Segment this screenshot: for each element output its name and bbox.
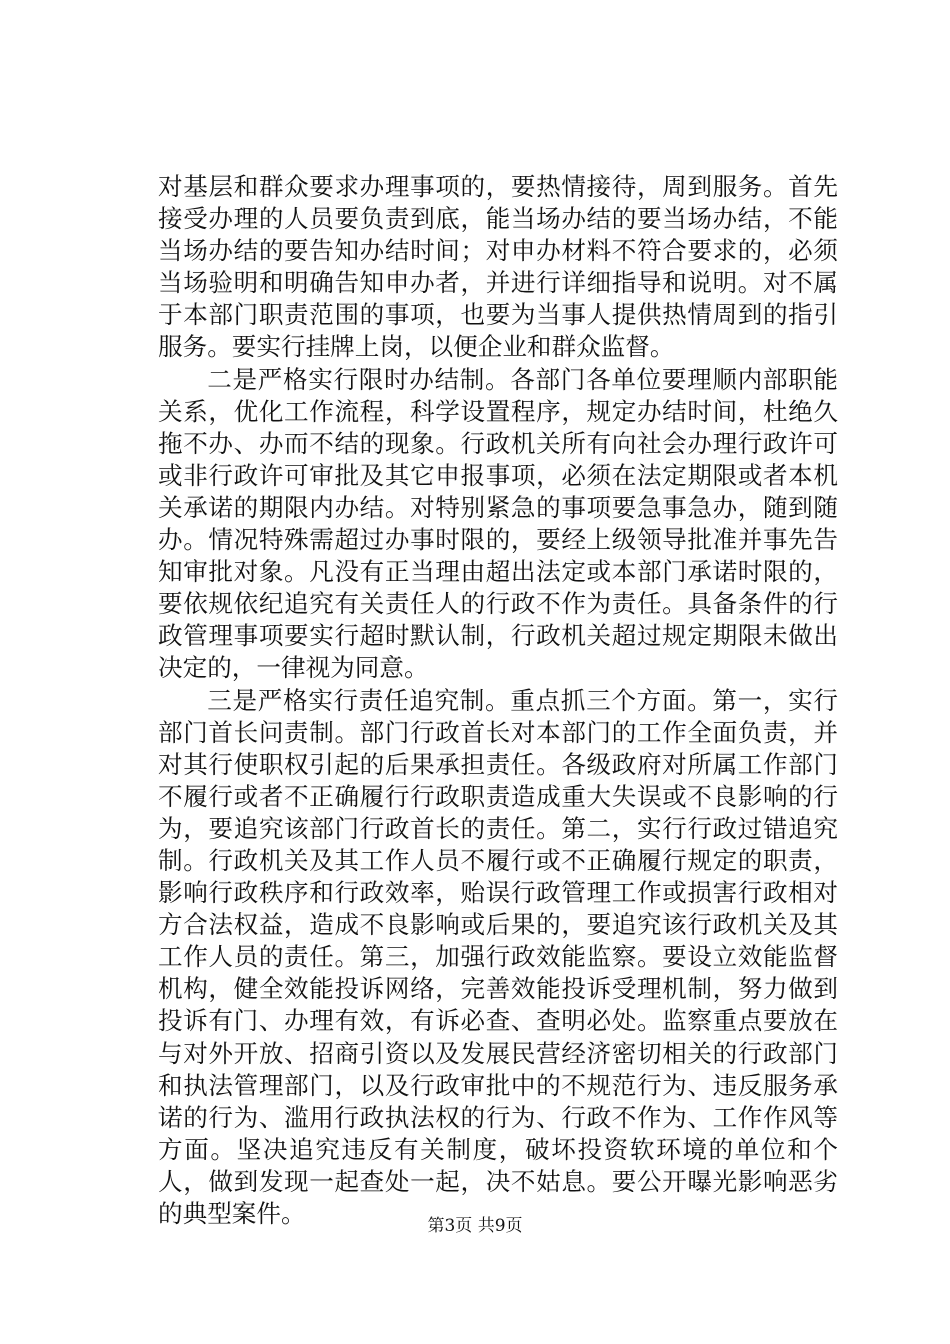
document-body xyxy=(158,171,838,1230)
paragraph-accountability: 三是严格实行责任追究制。重点抓三个方面。第一，实行部门首长问责制。部门行政首长对本部门的工作全面负责，并对其行使职权引起的后果承担责任。各级政府对所属工作部门不履行或者不正确履行行政职责造成重大失误或不良影响的行为，要追究该部门行政首长的责任。第二，实行行政过错追究制。行政机关及其工作人员不履行或不正确履行规定的职责，影响行政秩序和行政效率，贻误行政管理工作或损害行政相对方合法权益，造成不良影响或后果的，要追究该行政机关及其工作人员的责任。第三，加强行政效能监察。要设立效能监督机构，健全效能投诉网络，完善效能投诉受理机制，努力做到投诉有门、办理有效，有诉必查、查明必处。监察重点要放在与对外开放、招商引资以及发展民营经济密切相关的行政部门和执法管理部门，以及行政审批中的不规范行为、违反服务承诺的行为、滥用行政执法权的行为、行政不作为、工作作风等方面。坚决追究违反有关制度，破坏投资软环境的单位和个人，做到发现一起查处一起，决不姑息。要公开曝光影响恶劣的典型案件。 xyxy=(158,685,838,1228)
page-footer: 第3页 共9页 xyxy=(427,1216,523,1236)
paragraph-continued: 对基层和群众要求办理事项的，要热情接待，周到服务。首先接受办理的人员要负责到底，能当场办结的要当场办结，不能当场办结的要告知办结时间；对申办材料不符合要求的，必须当场验明和明确告知申办者，并进行详细指导和说明。对不属于本部门职责范围的事项，也要为当事人提供热情周到的指引服务。要实行挂牌上岗，以便企业和群众监督。 xyxy=(158,172,838,362)
paragraph-time-limit: 二是严格实行限时办结制。各部门各单位要理顺内部职能关系，优化工作流程，科学设置程序，规定办结时间，杜绝久拖不办、办而不结的现象。行政机关所有向社会办理行政许可或非行政许可审批及其它申报事项，必须在法定期限或者本机关承诺的期限内办结。对特别紧急的事项要急事急办，随到随办。情况特殊需超过办事时限的，要经上级领导批准并事先告知审批对象。凡没有正当理由超出法定或本部门承诺时限的，要依规依纪追究有关责任人的行政不作为责任。具备条件的行政管理事项要实行超时默认制，行政机关超过规定期限未做出决定的，一律视为同意。 xyxy=(158,364,838,683)
